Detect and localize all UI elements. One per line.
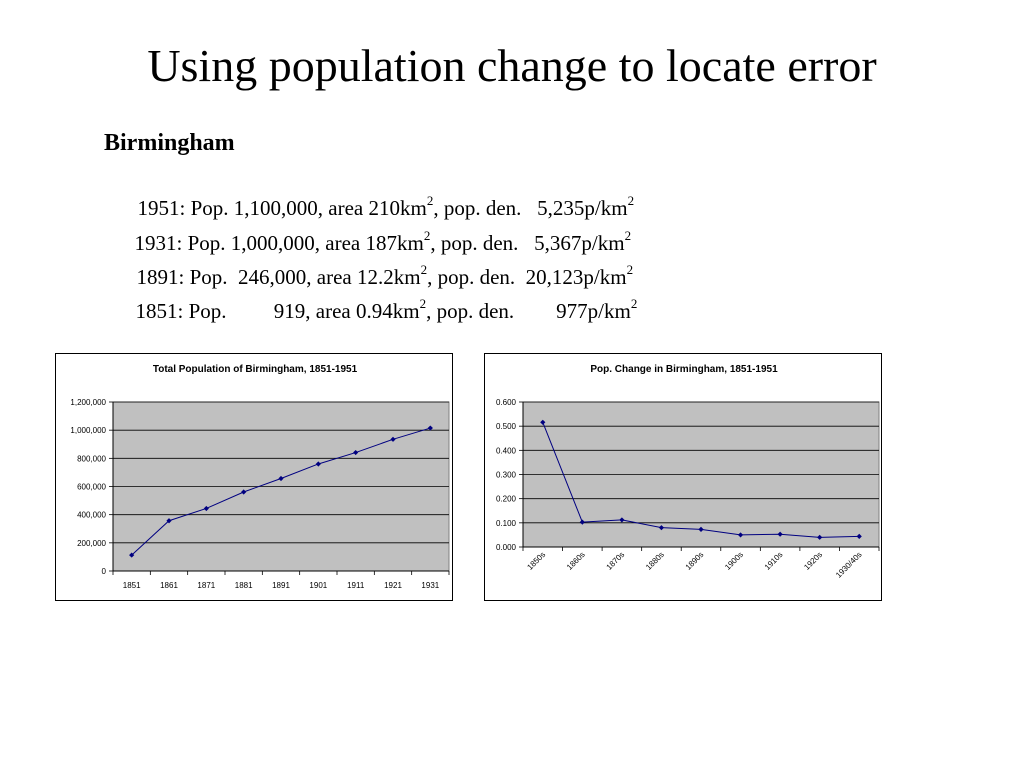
fact-area-unit: km	[393, 265, 421, 289]
fact-area-unit: km	[392, 299, 420, 323]
fact-year: 1931	[134, 231, 177, 255]
fact-year: 1891	[136, 265, 179, 289]
fact-line-1951: 1951: Pop. 1,100,000, area $210km^2$, pop. den. $5,235p/km^2$	[137, 193, 635, 220]
chart-title: Pop. Change in Birmingham, 1851-1951	[590, 364, 778, 375]
x-tick-label: 1930/40s	[833, 550, 864, 580]
y-tick-label: 0.400	[495, 446, 516, 456]
x-tick-label: 1901	[309, 581, 328, 590]
fact-line-1931: 1931: Pop. 1,000,000, area $187km^2$, pop. den. $5,367p/km^2$	[134, 228, 632, 255]
fact-area-unit: km	[397, 231, 424, 255]
y-tick-label: 1,200,000	[70, 398, 106, 407]
fact-area-sup: 2	[426, 193, 434, 208]
fact-den: 977	[556, 299, 588, 323]
population-change-chart	[484, 353, 882, 601]
fact-year: 1851	[135, 299, 178, 323]
fact-line-1891: 1891: Pop. 246,000, area $12.2km^2$, pop. den. $20,123p/km^2$	[136, 262, 634, 289]
x-tick-label: 1861	[160, 581, 178, 590]
x-tick-label: 1881	[234, 581, 253, 590]
fact-area: 0.94	[356, 299, 393, 323]
chart-title: Total Population of Birmingham, 1851-1951	[152, 364, 358, 375]
x-tick-label: 1870s	[604, 550, 627, 572]
fact-pop-label: Pop.	[188, 299, 227, 323]
y-tick-label: 400,000	[77, 510, 106, 520]
x-tick-label: 1880s	[644, 550, 666, 572]
total-population-chart-svg	[56, 354, 454, 602]
y-tick-label: 0.100	[495, 518, 516, 528]
fact-area-unit: km	[400, 196, 427, 220]
y-tick-label: 0.200	[495, 494, 516, 504]
y-tick-label: 800,000	[77, 454, 106, 464]
fact-den-sup: 2	[624, 228, 632, 243]
fact-area-label: area	[328, 196, 364, 220]
fact-line-1851: 1851: Pop. 919, area $0.94km^2$, pop. den. $977p/km^2$	[135, 296, 638, 323]
x-tick-label: 1900s	[723, 550, 745, 572]
population-change-chart-svg	[485, 354, 883, 602]
y-tick-label: 0.500	[495, 422, 516, 432]
x-tick-label: 1911	[347, 581, 365, 590]
fact-area-sup: 2	[419, 296, 427, 311]
slide-title: Using population change to locate error	[147, 40, 877, 91]
fact-area-label: area	[315, 299, 351, 323]
y-tick-label: 0.300	[495, 470, 516, 480]
fact-den-label: pop. den.	[443, 196, 522, 220]
city-heading: Birmingham	[104, 130, 235, 156]
x-tick-label: 1850s	[525, 550, 548, 572]
fact-area: 12.2	[357, 265, 394, 289]
fact-area-sup: 2	[420, 262, 428, 277]
fact-den-unit: p/km	[581, 231, 625, 255]
x-tick-label: 1890s	[683, 550, 706, 572]
y-tick-label: 200,000	[77, 538, 106, 548]
fact-year: 1951	[137, 196, 180, 220]
fact-den-unit: p/km	[584, 196, 628, 220]
fact-den-label: pop. den.	[440, 231, 519, 255]
fact-den-sup: 2	[627, 193, 635, 208]
fact-area-label: area	[325, 231, 361, 255]
fact-pop: 919	[273, 299, 306, 323]
fact-area: 187	[365, 231, 397, 255]
total-population-chart	[55, 353, 453, 601]
fact-den: 5,367	[534, 231, 582, 255]
fact-pop-label: Pop.	[187, 231, 226, 255]
fact-pop: 1,000,000	[230, 231, 315, 255]
fact-area: 210	[368, 196, 400, 220]
fact-den: 20,123	[525, 265, 584, 289]
fact-den-sup: 2	[626, 262, 634, 277]
x-tick-label: 1851	[122, 581, 141, 590]
y-tick-label: 0	[101, 567, 106, 576]
y-tick-label: 0.600	[495, 398, 516, 407]
fact-pop-label: Pop.	[190, 196, 229, 220]
fact-den-sup: 2	[630, 296, 638, 311]
fact-den-label: pop. den.	[437, 265, 516, 289]
y-tick-label: 1,000,000	[70, 426, 106, 436]
x-tick-label: 1910s	[762, 550, 785, 572]
fact-pop: 1,100,000	[233, 196, 318, 220]
x-tick-label: 1921	[384, 581, 402, 590]
fact-den-label: pop. den.	[436, 299, 515, 323]
fact-pop: 246,000	[238, 265, 307, 289]
x-tick-label: 1891	[272, 581, 290, 590]
fact-area-label: area	[316, 265, 352, 289]
fact-den-unit: p/km	[587, 299, 631, 323]
x-tick-label: 1931	[421, 581, 440, 590]
x-tick-label: 1871	[197, 581, 216, 590]
fact-den-unit: p/km	[583, 265, 627, 289]
y-tick-label: 0.000	[495, 543, 516, 552]
y-tick-label: 600,000	[77, 482, 106, 492]
x-tick-label: 1920s	[802, 550, 825, 572]
x-tick-label: 1860s	[564, 550, 587, 572]
fact-area-sup: 2	[423, 228, 431, 243]
fact-pop-label: Pop.	[189, 265, 228, 289]
fact-den: 5,235	[537, 196, 585, 220]
